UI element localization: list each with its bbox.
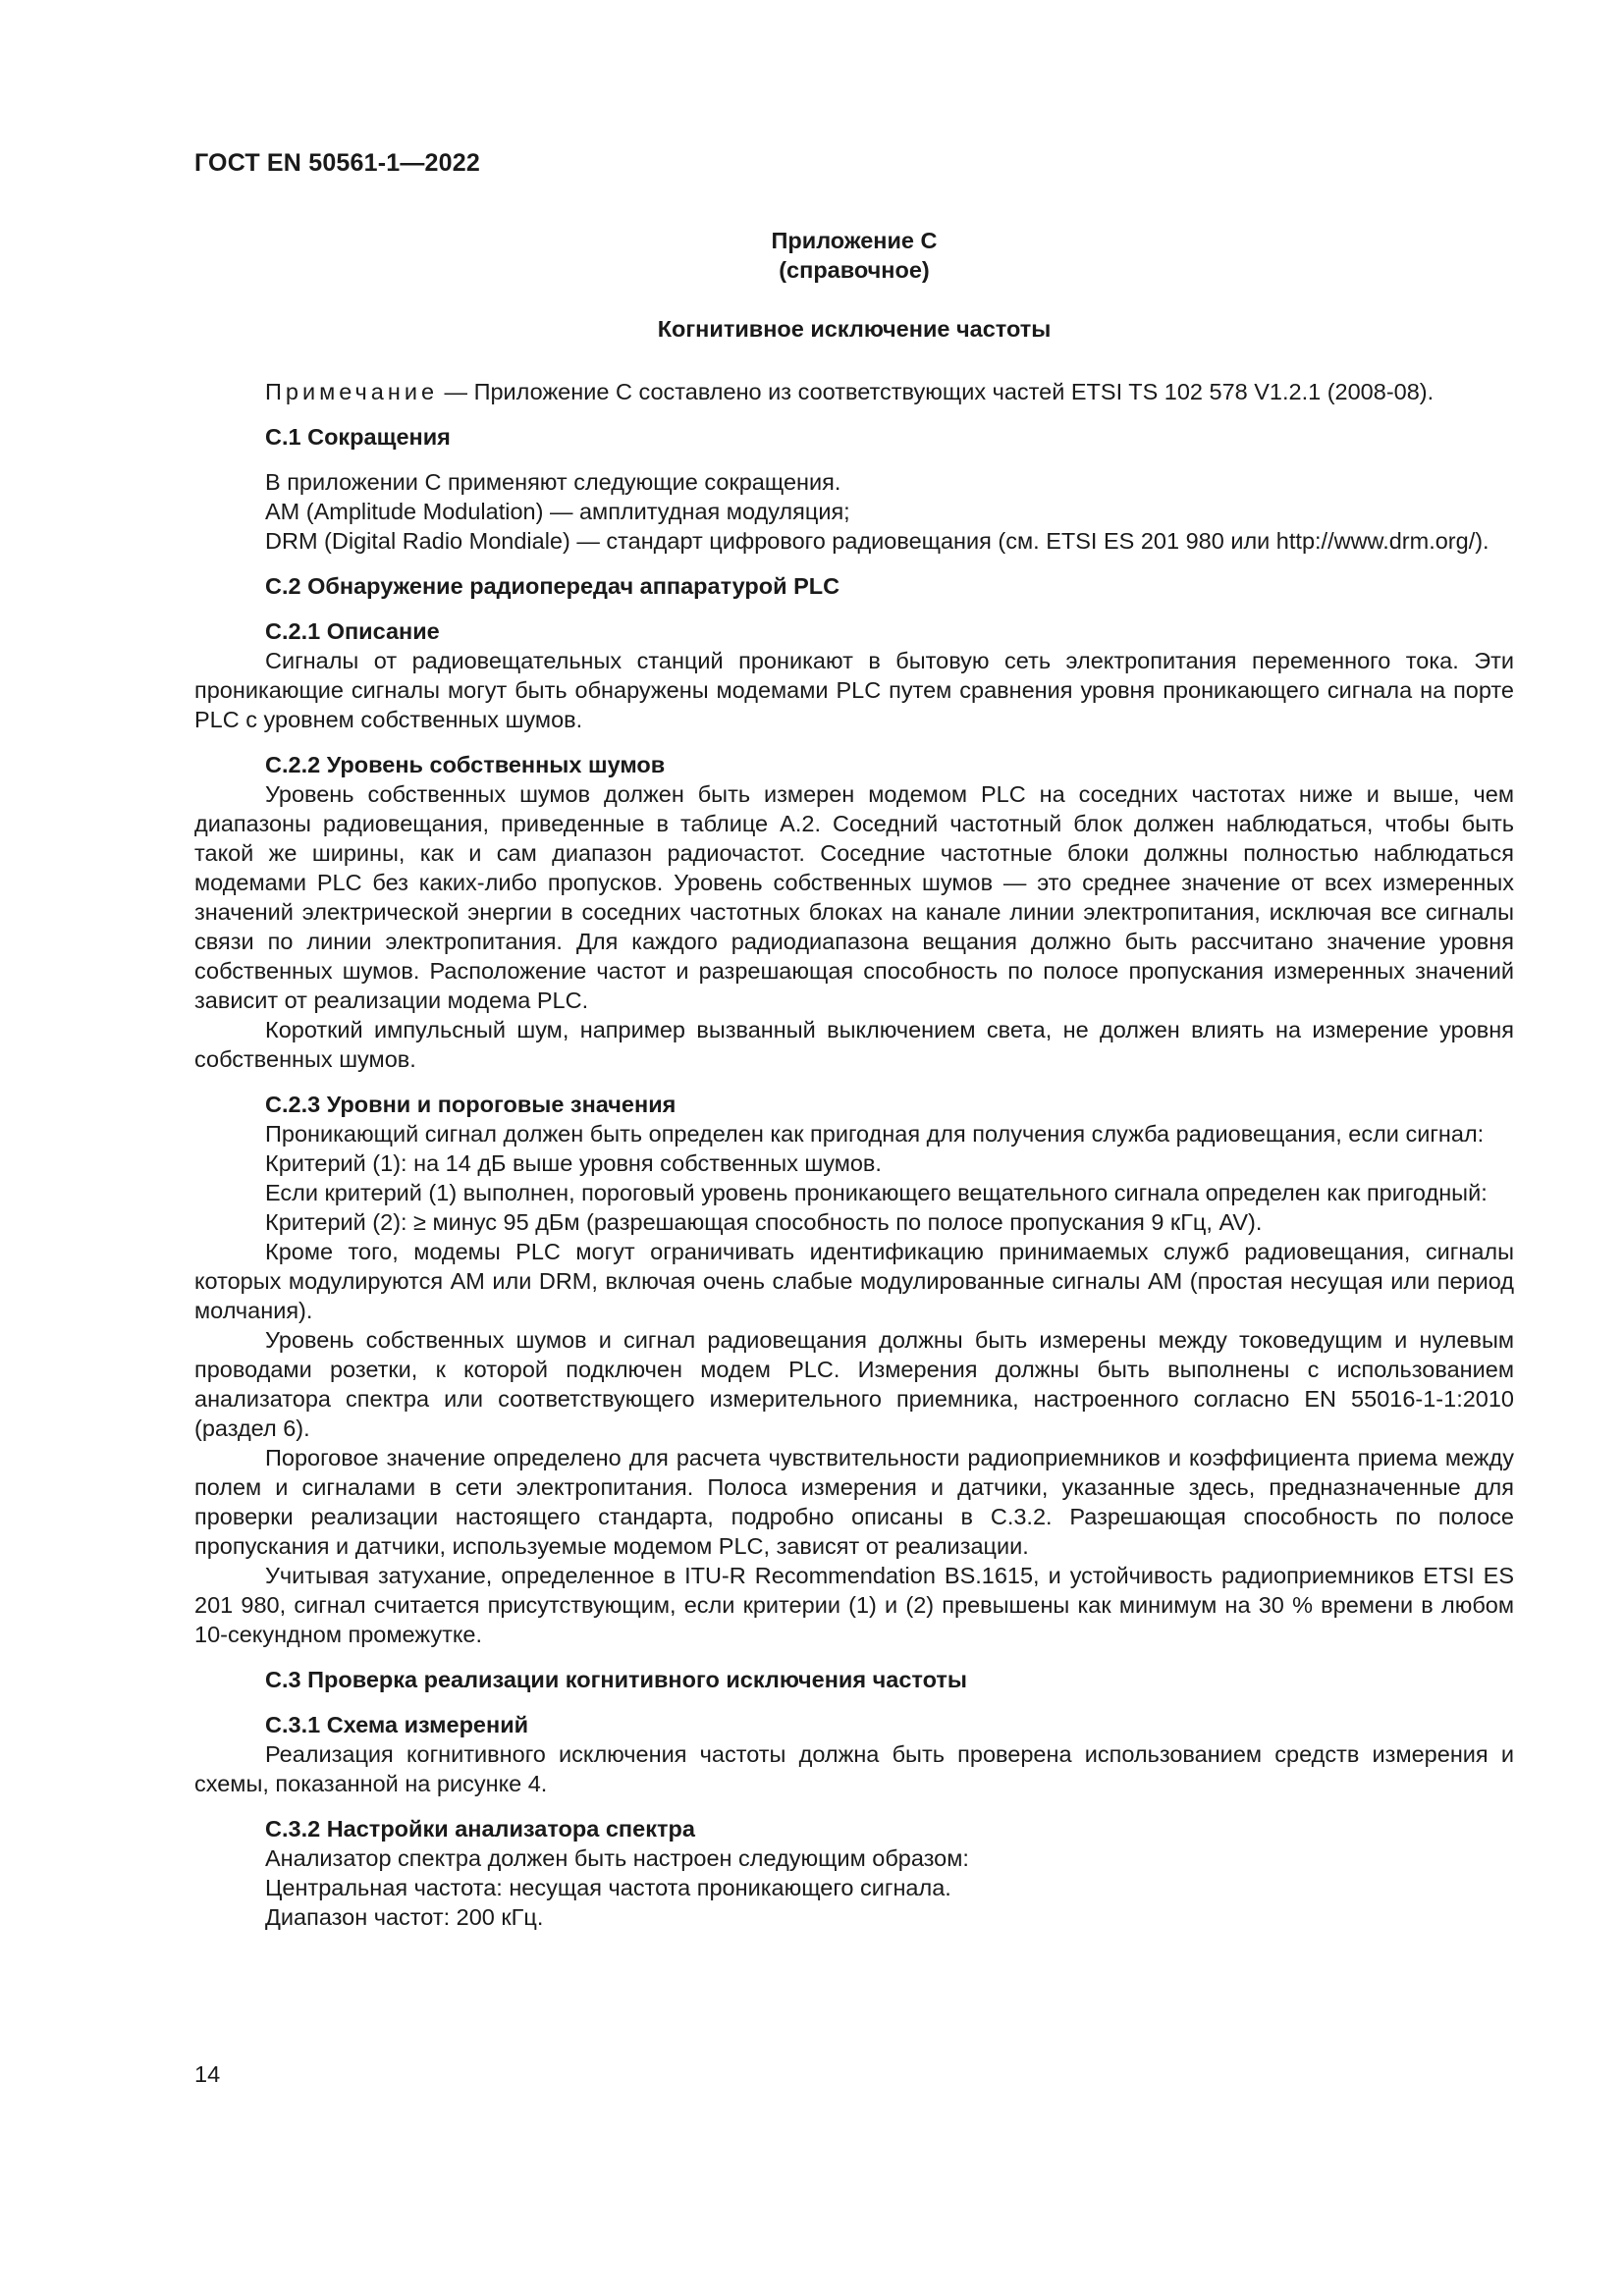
- section-c23-heading: С.2.3 Уровни и пороговые значения: [265, 1092, 677, 1117]
- c22-paragraph: Короткий импульсный шум, например вызванный выключением света, не должен влиять на измерение уровня собственных шумов.: [194, 1017, 1514, 1072]
- c23-paragraph: Если критерий (1) выполнен, пороговый уровень проникающего вещательного сигнала определен как пригодный:: [265, 1180, 1488, 1205]
- section-c22-heading: С.2.2 Уровень собственных шумов: [265, 752, 666, 777]
- c23-paragraph: Критерий (1): на 14 дБ выше уровня собственных шумов.: [265, 1150, 882, 1176]
- c23-paragraph: Критерий (2): ≥ минус 95 дБм (разрешающая способность по полосе пропускания 9 кГц, AV).: [265, 1209, 1263, 1235]
- annex-title: Приложение С: [771, 228, 938, 253]
- c23-paragraph: Пороговое значение определено для расчета чувствительности радиоприемников и коэффициента приема между полем и сигналами в сети электропитания. Полоса измерения и датчики, указанные здесь, предназначенные для проверки реализации настоящего стандарта, подробно описаны в С.3.2. Разрешающая способность по полосе пропускания и датчики, используемые модемом PLC, зависят от реализации.: [194, 1445, 1514, 1559]
- page-number: 14: [194, 2061, 221, 2087]
- c32-paragraph: Центральная частота: несущая частота проникающего сигнала.: [265, 1875, 951, 1900]
- c23-paragraph: Кроме того, модемы PLC могут ограничивать идентификацию принимаемых служб радиовещания, сигналы которых модулируются AM или DRM, включая очень слабые модулированные сигналы AM (простая несущая или период молчания).: [194, 1239, 1514, 1323]
- note-paragraph: [194, 377, 1514, 406]
- note-text: — Приложение С составлено из соответствующих частей ETSI TS 102 578 V1.2.1 (2008-08).: [438, 379, 1435, 404]
- c23-paragraph: Уровень собственных шумов и сигнал радиовещания должны быть измерены между токоведущим и нулевым проводами розетки, к которой подключен модем PLC. Измерения должны быть выполнены с использованием анализатора спектра или соответствующего измерительного приемника, настроенного согласно EN 55016-1-1:2010 (раздел 6).: [194, 1327, 1514, 1441]
- c32-paragraph: Анализатор спектра должен быть настроен следующим образом:: [265, 1845, 969, 1871]
- annex-name: Когнитивное исключение частоты: [657, 316, 1052, 342]
- section-c21-heading: С.2.1 Описание: [265, 618, 440, 644]
- section-c1-heading: С.1 Сокращения: [265, 424, 451, 450]
- c32-paragraph: Диапазон частот: 200 кГц.: [265, 1904, 544, 1930]
- c23-paragraph: Учитывая затухание, определенное в ITU-R Recommendation BS.1615, и устойчивость радиоприемников ETSI ES 201 980, сигнал считается присутствующим, если критерии (1) и (2) превышены как минимум на 30 % времени в любом 10-секундном промежутке.: [194, 1563, 1514, 1647]
- section-c31-heading: С.3.1 Схема измерений: [265, 1712, 529, 1737]
- c23-paragraph: Проникающий сигнал должен быть определен как пригодная для получения служба радиовещания, если сигнал:: [265, 1121, 1485, 1147]
- annex-type: (справочное): [779, 257, 930, 283]
- section-c32-heading: С.3.2 Настройки анализатора спектра: [265, 1816, 695, 1842]
- c1-paragraph: DRM (Digital Radio Mondiale) — стандарт цифрового радиовещания (см. ETSI ES 201 980 или http://www.drm.org/).: [265, 528, 1489, 554]
- c22-paragraph: Уровень собственных шумов должен быть измерен модемом PLC на соседних частотах ниже и выше, чем диапазоны радиовещания, приведенные в таблице А.2. Соседний частотный блок должен наблюдаться, чтобы быть такой же ширины, как и сам диапазон радиочастот. Соседние частотные блоки должны полностью наблюдаться модемами PLC без каких-либо пропусков. Уровень собственных шумов — это среднее значение от всех измеренных значений электрической энергии в соседних частотных блоках на канале линии электропитания, исключая все сигналы связи по линии электропитания. Для каждого радиодиапазона вещания должно быть рассчитано значение уровня собственных шумов. Расположение частот и разрешающая способность по полосе пропускания измеренных значений зависит от реализации модема PLC.: [194, 781, 1514, 1013]
- c1-paragraph: В приложении С применяют следующие сокращения.: [265, 469, 841, 495]
- c31-paragraph: Реализация когнитивного исключения частоты должна быть проверена использованием средств измерения и схемы, показанной на рисунке 4.: [194, 1741, 1514, 1796]
- section-c2-heading: С.2 Обнаружение радиопередач аппаратурой PLC: [265, 573, 840, 599]
- document-id: ГОСТ EN 50561-1—2022: [194, 149, 480, 177]
- c1-paragraph: AM (Amplitude Modulation) — амплитудная модуляция;: [265, 499, 850, 524]
- page-content: [194, 226, 1514, 1932]
- section-c3-heading: С.3 Проверка реализации когнитивного исключения частоты: [265, 1667, 967, 1692]
- c21-paragraph: Сигналы от радиовещательных станций проникают в бытовую сеть электропитания переменного тока. Эти проникающие сигналы могут быть обнаружены модемами PLC путем сравнения уровня проникающего сигнала на порте PLC с уровнем собственных шумов.: [194, 648, 1514, 732]
- note-label: Примечание: [265, 379, 439, 404]
